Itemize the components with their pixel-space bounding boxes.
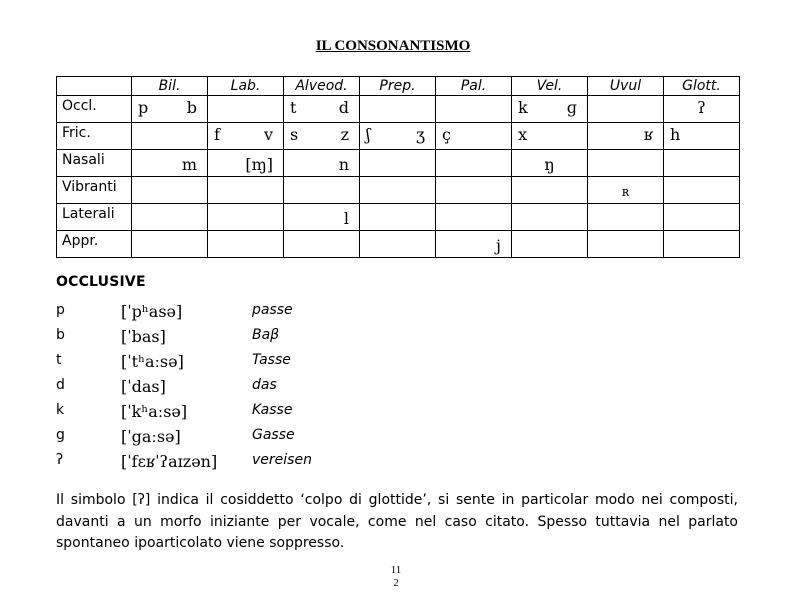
chart-cell xyxy=(284,177,360,204)
example-transcription: [ˈgaːsə] xyxy=(121,427,181,446)
example-symbol: b xyxy=(56,327,65,343)
example-row xyxy=(56,452,456,474)
consonant-symbol: k xyxy=(518,98,528,117)
consonant-symbol: v xyxy=(263,125,273,144)
column-header: Bil. xyxy=(132,77,208,96)
chart-cell xyxy=(360,204,436,231)
example-word: Gasse xyxy=(252,427,295,443)
column-header: Vel. xyxy=(512,77,588,96)
chart-cell xyxy=(284,123,360,150)
row-label: Vibranti xyxy=(57,177,132,204)
consonant-symbol: j xyxy=(496,236,501,255)
example-transcription: [ˈtʰaːsə] xyxy=(121,352,184,371)
chart-cell xyxy=(360,177,436,204)
consonant-symbol: ʔ xyxy=(697,98,706,117)
example-row xyxy=(56,402,456,424)
consonant-symbol: x xyxy=(518,125,528,144)
explanation-paragraph: Il simbolo [ʔ] indica il cosiddetto ‘colpo di glottide’, si sente in particolar modo nei composti, davanti a un morfo iniziante per vocale, come nel caso citato. Spesso tuttavia nel parlato spontaneo ipoarticolato viene soppresso. xyxy=(56,492,738,551)
chart-cell xyxy=(132,123,208,150)
example-symbol: p xyxy=(56,302,65,318)
row-label: Laterali xyxy=(57,204,132,231)
consonant-symbol: m xyxy=(181,155,197,174)
chart-cell xyxy=(436,150,512,177)
page-number-line1: 11 xyxy=(390,564,402,576)
page-number-line2: 2 xyxy=(393,577,399,589)
example-transcription: [ˈpʰasə] xyxy=(121,302,183,321)
chart-cell xyxy=(284,204,360,231)
chart-cell xyxy=(588,204,664,231)
chart-cell xyxy=(208,150,284,177)
chart-cell xyxy=(664,204,740,231)
chart-cell xyxy=(588,96,664,123)
consonant-symbol: z xyxy=(340,125,349,144)
consonant-symbol: l xyxy=(343,209,349,228)
row-label: Nasali xyxy=(57,150,132,177)
chart-row xyxy=(57,123,740,150)
chart-cell xyxy=(208,123,284,150)
chart-cell xyxy=(208,231,284,258)
section-heading-occlusive: OCCLUSIVE xyxy=(56,274,146,290)
chart-cell xyxy=(284,231,360,258)
chart-row xyxy=(57,231,740,258)
chart-cell xyxy=(132,150,208,177)
example-row xyxy=(56,427,456,449)
chart-row xyxy=(57,204,740,231)
example-word: Baβ xyxy=(252,327,280,343)
row-label: Appr. xyxy=(57,231,132,258)
column-header: Pal. xyxy=(436,77,512,96)
column-header: Alveod. xyxy=(284,77,360,96)
chart-cell xyxy=(360,96,436,123)
example-transcription: [ˈfɛʁˈʔaɪzən] xyxy=(121,452,218,471)
consonant-symbol: ʀ xyxy=(621,185,630,200)
chart-cell xyxy=(588,231,664,258)
example-transcription: [ˈdas] xyxy=(121,377,166,396)
example-row xyxy=(56,302,456,324)
example-row xyxy=(56,327,456,349)
consonant-symbol: d xyxy=(338,98,349,117)
chart-cell xyxy=(208,177,284,204)
chart-cell xyxy=(588,123,664,150)
chart-cell xyxy=(132,231,208,258)
consonant-symbol: t xyxy=(290,98,297,117)
chart-row xyxy=(57,150,740,177)
example-row xyxy=(56,352,456,374)
example-word: Tasse xyxy=(252,352,291,368)
chart-cell xyxy=(208,96,284,123)
chart-cell xyxy=(208,204,284,231)
chart-cell xyxy=(664,123,740,150)
chart-cell xyxy=(512,204,588,231)
chart-cell xyxy=(664,96,740,123)
example-word: Kasse xyxy=(252,402,293,418)
chart-cell xyxy=(512,231,588,258)
chart-cell xyxy=(512,123,588,150)
chart-cell xyxy=(132,177,208,204)
chart-cell xyxy=(588,150,664,177)
consonant-chart xyxy=(56,76,740,258)
consonant-symbol: [ɱ] xyxy=(245,155,273,174)
chart-cell xyxy=(588,177,664,204)
consonant-symbol: p xyxy=(138,98,149,117)
example-symbol: ʔ xyxy=(56,452,64,468)
example-symbol: g xyxy=(56,427,65,443)
chart-cell xyxy=(284,150,360,177)
column-header: Lab. xyxy=(208,77,284,96)
example-symbol: d xyxy=(56,377,65,393)
page-title: IL CONSONANTISMO xyxy=(315,38,471,54)
chart-cell xyxy=(360,150,436,177)
chart-cell xyxy=(512,150,588,177)
row-label: Occl. xyxy=(57,96,132,123)
chart-cell xyxy=(360,231,436,258)
column-header: Prep. xyxy=(360,77,436,96)
chart-cell xyxy=(664,177,740,204)
consonant-symbol: s xyxy=(290,125,299,144)
consonant-symbol: h xyxy=(670,125,681,144)
chart-cell xyxy=(360,123,436,150)
chart-cell xyxy=(436,123,512,150)
chart-cell xyxy=(512,177,588,204)
consonant-symbol: f xyxy=(214,125,220,144)
chart-row xyxy=(57,177,740,204)
consonant-symbol: ç xyxy=(442,125,451,144)
chart-cell xyxy=(436,231,512,258)
example-word: passe xyxy=(252,302,293,318)
consonant-symbol: n xyxy=(338,155,349,174)
example-symbol: t xyxy=(56,352,62,368)
example-transcription: [ˈbas] xyxy=(121,327,166,346)
example-row xyxy=(56,377,456,399)
chart-cell xyxy=(436,177,512,204)
consonant-symbol: ɡ xyxy=(566,98,577,117)
consonant-symbol: b xyxy=(186,98,197,117)
chart-cell xyxy=(132,96,208,123)
corner-cell xyxy=(57,77,132,96)
example-word: vereisen xyxy=(252,452,312,468)
chart-cell xyxy=(664,150,740,177)
example-transcription: [ˈkʰaːsə] xyxy=(121,402,188,421)
chart-cell xyxy=(436,96,512,123)
consonant-symbol: ʃ xyxy=(366,125,371,144)
chart-cell xyxy=(664,231,740,258)
chart-cell xyxy=(132,204,208,231)
example-symbol: k xyxy=(56,402,65,418)
row-label: Fric. xyxy=(57,123,132,150)
chart-row xyxy=(57,96,740,123)
column-header: Uvul xyxy=(588,77,664,96)
column-header: Glott. xyxy=(664,77,740,96)
consonant-symbol: ŋ xyxy=(544,155,555,174)
chart-cell xyxy=(436,204,512,231)
chart-cell xyxy=(512,96,588,123)
example-word: das xyxy=(252,377,277,393)
chart-cell xyxy=(284,96,360,123)
consonant-symbol: ʁ xyxy=(643,125,653,144)
consonant-symbol: ʒ xyxy=(415,125,425,144)
